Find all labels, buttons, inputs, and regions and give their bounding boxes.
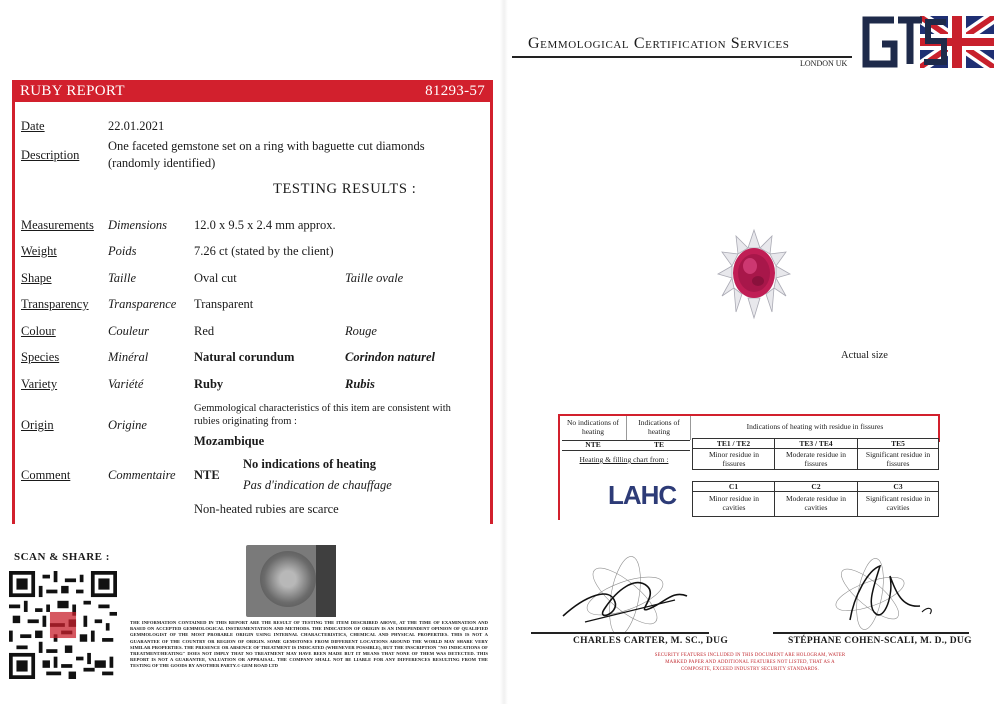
residue-heading: Indications of heating with residue in fissures (746, 422, 884, 431)
cavity-code: C3 (893, 482, 903, 491)
description-label: Description (21, 148, 80, 162)
measurements-label: Measurements (21, 218, 94, 232)
shape-fr: Taille (108, 271, 137, 285)
comment-label: Comment (21, 468, 71, 482)
weight-label: Weight (21, 244, 57, 258)
chart-border-top (558, 414, 940, 416)
variety-fr: Variété (108, 377, 144, 391)
lahc-logo: LAHC (608, 480, 677, 510)
colour-value-fr: Rouge (345, 324, 377, 338)
comment-code: NTE (194, 468, 220, 482)
colour-fr: Couleur (108, 324, 149, 338)
transparency-fr: Transparence (108, 297, 177, 311)
origin-note-line-1: Gemmological characteristics of this item are consistent with (194, 403, 451, 414)
report-border-left (12, 80, 15, 524)
chart-border-left (558, 414, 560, 520)
cavity-desc: Moderate residue in cavities (786, 494, 846, 512)
fissure-desc: Minor residue in fissures (709, 450, 759, 468)
weight-value: 7.26 ct (stated by the client) (194, 244, 334, 258)
date-label: Date (21, 119, 45, 133)
colour-label: Colour (21, 324, 56, 338)
security-hologram (246, 545, 336, 617)
cavity-code: C2 (811, 482, 821, 491)
species-fr: Minéral (108, 350, 149, 364)
fissure-code: TE5 (891, 439, 905, 448)
report-number: 81293-57 (425, 82, 485, 99)
origin-note-line-2: rubies originating from : (194, 416, 297, 427)
weight-fr: Poids (108, 244, 137, 258)
qr-code[interactable] (9, 571, 117, 679)
title-rule (512, 56, 852, 58)
variety-label: Variety (21, 377, 58, 391)
report-border-right (490, 80, 493, 524)
variety-value: Ruby (194, 377, 224, 391)
chart-divider-1 (626, 416, 627, 440)
species-value-fr: Corindon naturel (345, 350, 435, 364)
fissure-desc: Moderate residue in fissures (786, 450, 846, 468)
nte-heading: No indications of heating (566, 418, 620, 436)
signatory-right: STÉPHANE COHEN-SCALI, M. D., DUG (788, 636, 972, 646)
description-line-1: One faceted gemstone set on a ring with baguette cut diamonds (108, 139, 425, 153)
page-fold (500, 0, 508, 704)
signature-right (810, 556, 950, 634)
shape-label: Shape (21, 271, 52, 285)
hologram-strip (316, 545, 336, 617)
actual-size-caption: Actual size (841, 350, 888, 361)
cavity-desc: Minor residue in cavities (709, 494, 759, 512)
shape-value: Oval cut (194, 271, 237, 285)
comment-value-fr: Pas d'indication de chauffage (243, 478, 392, 492)
description-line-2: (randomly identified) (108, 156, 216, 170)
species-value: Natural corundum (194, 350, 295, 364)
signature-rule-right (773, 632, 969, 634)
nte-code: NTE (585, 440, 601, 449)
signature-left (555, 556, 695, 634)
comment-note: Non-heated rubies are scarce (194, 502, 339, 516)
te-code: TE (653, 440, 664, 449)
origin-value: Mozambique (194, 434, 265, 448)
scan-share-label: SCAN & SHARE : (14, 551, 110, 563)
report-title: RUBY REPORT (20, 82, 125, 99)
measurements-fr: Dimensions (108, 218, 168, 232)
chart-source-link[interactable]: Heating & filling chart from : (579, 455, 669, 464)
shape-value-fr: Taille ovale (345, 271, 404, 285)
gcs-logo (860, 14, 994, 70)
origin-label: Origin (21, 418, 54, 432)
colour-value: Red (194, 324, 215, 338)
origin-fr: Origine (108, 418, 147, 432)
report-header-bar (12, 80, 493, 102)
lock-icon (260, 551, 316, 607)
transparency-value: Transparent (194, 297, 254, 311)
fissure-code: TE3 / TE4 (799, 439, 833, 448)
cavity-desc: Significant residue in cavities (865, 494, 931, 512)
date-value: 22.01.2021 (108, 119, 165, 133)
signatory-left: CHARLES CARTER, M. SC., DUG (573, 636, 729, 646)
te-heading: Indications of heating (638, 418, 680, 436)
ruby-ring-photo (714, 226, 794, 322)
cavity-code: C1 (728, 482, 739, 491)
chart-rule-2 (562, 450, 690, 451)
measurements-value: 12.0 x 9.5 x 2.4 mm approx. (194, 218, 336, 232)
chart-divider-2 (690, 416, 691, 440)
transparency-label: Transparency (21, 297, 89, 311)
company-location: LONDON UK (800, 59, 848, 68)
signature-rule-left (531, 632, 709, 634)
company-title: Gemmological Certification Services (528, 35, 790, 52)
security-features-note: SECURITY FEATURES INCLUDED IN THIS DOCUMENT ARE HOLOGRAM, WATER MARKED PAPER AND ADDITIONAL FEATURES NOT LISTED, THAT AS A COMPOSITE, EXCEED INDUSTRY SECURITY STANDARDS. (654, 653, 846, 672)
comment-fr: Commentaire (108, 468, 176, 482)
disclaimer-text: THE INFORMATION CONTAINED IN THIS REPORT ARE THE RESULT OF TESTING THE ITEM DESCRIBED ABOVE, AT THE TIME OF EXAMINATION AND BASED ON ACCEPTED GEMMOLOGICAL INSTRUMENTATION AND METHODS. THE INDICATION OF ORIGIN IS AN INDEPENDENT OPINION OF QUALIFIED GEMMOLOGIST OF THE MOST PROBABLE ORIGIN USING INTERNAL CHARACTERISTICS, CHEMICAL AND PHYSICAL PROPERTIES. THIS IS NOT A GUARANTEE OF THE COUNTRY OR REGION OF ORIGIN. SOME GEMSTONES FROM DIFFERENT LOCATIONS AROUND THE WORLD MAY SHARE VERY SIMILAR PROPERTIES. THE PRESENCE OR ABSENCE OF TREATMENT IS INDICATED (WHENEVER POSSIBLE), BUT THE INSCRIPTION "NO INDICATIONS OF TREATMENT/HEATING" DOES NOT IMPLY THAT NO TREATMENT MAY HAVE BEEN MADE BUT IT MEANS THAT NONE OF THEM WAS DETECTED. THIS REPORT IS NOT A GUARANTEE, VALUATION OR APPRAISAL. THE COMPANY SHALL NOT BE LIABLE FOR ANY DIFFERENCES RESULTING FROM THE TESTING OF THE GOODS BY ANOTHER PARTY.© GEM ROAD LTD (130, 620, 488, 669)
fissure-desc: Significant residue in fissures (865, 450, 931, 468)
fissure-code: TE1 / TE2 (716, 439, 751, 448)
testing-results-heading: TESTING RESULTS : (273, 181, 417, 197)
comment-value: No indications of heating (243, 457, 377, 471)
variety-value-fr: Rubis (345, 377, 375, 391)
species-label: Species (21, 350, 60, 364)
